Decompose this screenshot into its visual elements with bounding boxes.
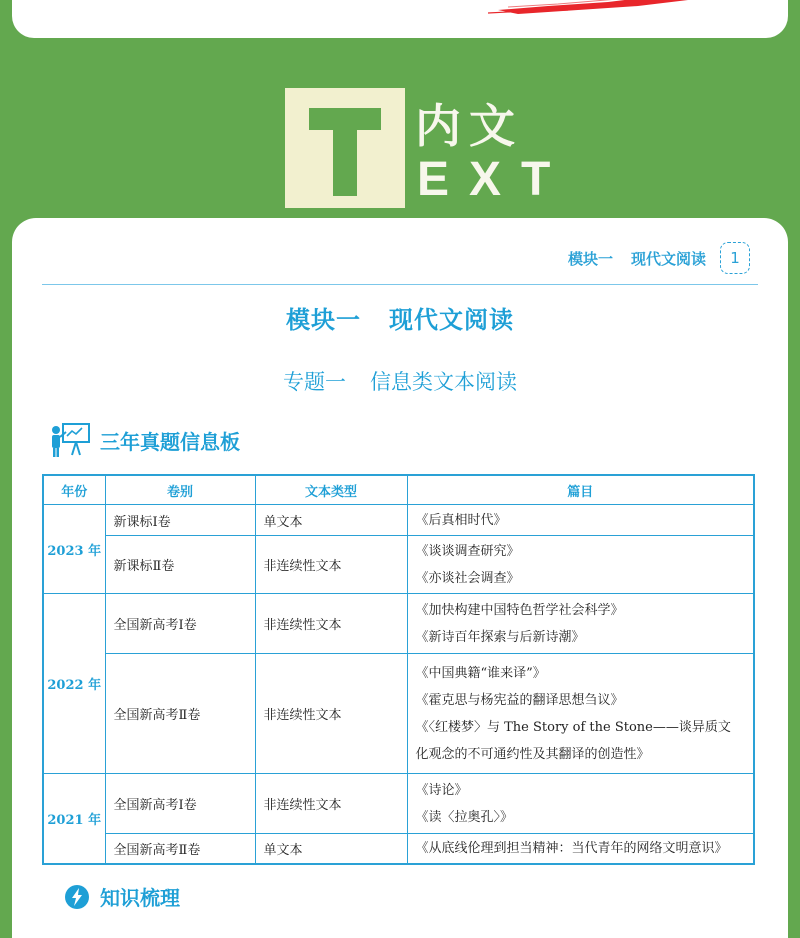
title-entry: 《后真相时代》	[415, 512, 507, 528]
module-number: 模块一	[286, 306, 361, 334]
year-cell: 2021 年	[43, 774, 105, 864]
title-entry: 《〈红楼梦〉与 The Story of the Stone——谈异质文	[415, 719, 731, 735]
paper-cell: 新课标Ⅱ卷	[105, 536, 255, 594]
title-entry: 《从底线伦理到担当精神：当代青年的网络文明意识》	[415, 840, 728, 856]
paper-cell: 新课标Ⅰ卷	[105, 505, 255, 536]
paper-cell: 全国新高考Ⅰ卷	[105, 594, 255, 654]
table-row	[43, 536, 754, 594]
title-entry: 《霍克思与杨宪益的翻译思想刍议》	[415, 692, 624, 708]
topic-title	[12, 366, 788, 396]
titles-cell	[407, 505, 754, 536]
titles-cell	[407, 536, 754, 594]
table-header-row	[43, 475, 754, 505]
header-year: 年份	[43, 475, 105, 505]
type-cell: 非连续性文本	[255, 536, 407, 594]
titles-cell	[407, 774, 754, 834]
titles-cell	[407, 594, 754, 654]
module-title	[12, 300, 788, 335]
running-header-module: 模块一	[567, 249, 613, 268]
table-row	[43, 834, 754, 864]
title-entry: 《中国典籍“谁来译”》	[415, 665, 546, 681]
red-brush-stroke-decoration	[488, 0, 718, 14]
info-board-heading	[48, 422, 240, 458]
paper-cell: 全国新高考Ⅰ卷	[105, 774, 255, 834]
year-cell: 2023 年	[43, 505, 105, 594]
year-cell: 2022 年	[43, 594, 105, 774]
info-board-title: 三年真题信息板	[100, 429, 240, 454]
knowledge-title: 知识梳理	[100, 886, 180, 910]
title-entry: 《诗论》	[415, 782, 468, 798]
table-row	[43, 654, 754, 774]
knowledge-heading	[64, 882, 180, 911]
running-header	[568, 242, 750, 274]
type-cell: 非连续性文本	[255, 594, 407, 654]
titles-cell	[407, 834, 754, 864]
paper-cell: 全国新高考Ⅱ卷	[105, 654, 255, 774]
header-paper: 卷别	[105, 475, 255, 505]
header-divider	[42, 284, 758, 285]
topic-number: 专题一	[283, 370, 346, 394]
text-section-logo	[285, 88, 571, 210]
table-row	[43, 774, 754, 834]
title-entry: 《新诗百年探索与后新诗潮》	[415, 629, 585, 645]
header-titles: 篇目	[407, 475, 754, 505]
logo-t-block	[285, 88, 405, 208]
table-row	[43, 505, 754, 536]
title-entry: 《加快构建中国特色哲学社会科学》	[415, 602, 624, 618]
title-entry: 《谈谈调查研究》	[415, 543, 520, 559]
running-header-title: 现代文阅读	[630, 249, 706, 268]
title-entry: 化观念的不可通约性及其翻译的创造性》	[415, 746, 650, 762]
type-cell: 非连续性文本	[255, 654, 407, 774]
title-entry: 《读〈拉奥孔〉》	[415, 809, 514, 825]
logo-chinese-text: 内文	[415, 99, 523, 153]
table-row	[43, 594, 754, 654]
type-cell: 单文本	[255, 834, 407, 864]
title-entry: 《亦谈社会调查》	[415, 570, 520, 586]
header-type: 文本类型	[255, 475, 407, 505]
paper-cell: 全国新高考Ⅱ卷	[105, 834, 255, 864]
exam-info-table	[42, 474, 755, 865]
topic-name: 信息类文本阅读	[370, 370, 517, 394]
module-name: 现代文阅读	[389, 306, 514, 334]
page-number: 1	[720, 242, 750, 274]
teacher-board-icon	[48, 422, 92, 458]
page-sheet	[12, 218, 788, 938]
type-cell: 非连续性文本	[255, 774, 407, 834]
type-cell: 单文本	[255, 505, 407, 536]
lightning-bolt-icon	[64, 884, 90, 910]
top-banner-card	[12, 0, 788, 38]
logo-english-text: EXT	[417, 153, 571, 206]
titles-cell	[407, 654, 754, 774]
